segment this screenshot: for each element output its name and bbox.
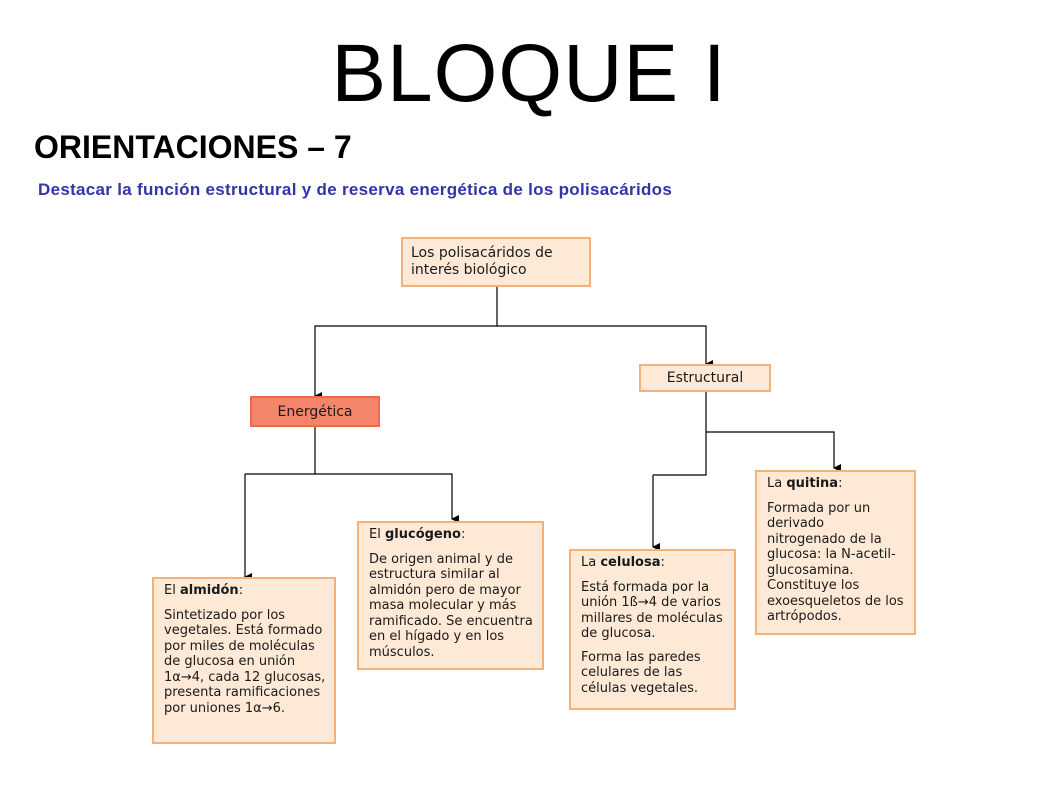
slide-subtitle: ORIENTACIONES – 7 [34, 129, 352, 165]
quitina-box [755, 470, 916, 635]
almidon-description: Sintetizado por los vegetales. Está formado por miles de moléculas de glucosa en unión 1α→4, cada 12 glucosas, presenta ramificaciones por uniones 1α→6. [164, 607, 326, 716]
almidon-box [152, 577, 336, 744]
quitina-term: quitina [786, 476, 839, 491]
arrow-to-glucogeno [315, 474, 452, 519]
glucogeno-box [357, 521, 544, 670]
celulosa-function: Forma las paredes celulares de las células vegetales. [581, 649, 701, 696]
arrow-to-quitina [706, 432, 834, 468]
connector-estructural [653, 392, 706, 475]
almidon-heading: El almidón: [164, 583, 244, 598]
arrow-to-estructural [497, 326, 706, 364]
energetica-box [250, 396, 380, 427]
celulosa-box [569, 549, 736, 710]
connector-energetica [245, 427, 315, 474]
almidon-term: almidón [179, 583, 239, 598]
celulosa-description: Está formada por la unión 1ß→4 de varios millares de moléculas de glucosa. [581, 579, 723, 641]
root-box [401, 237, 591, 287]
estructural-box [639, 364, 771, 392]
glucogeno-description: De origen animal y de estructura similar al almidón pero de mayor masa molecular y más ramificado. Se encuentra en el hígado y en los músculos. [369, 551, 533, 660]
glucogeno-term: glucógeno [384, 527, 461, 542]
quitina-heading: La quitina: [767, 476, 843, 491]
glucogeno-heading: El glucógeno: [369, 527, 466, 542]
estructural-label: Estructural [666, 370, 744, 386]
celulosa-term: celulosa [600, 555, 661, 570]
slide-title: BLOQUE I [331, 28, 727, 119]
root-label: Los polisacáridos de interés biológico [411, 245, 553, 278]
learning-objective: Destacar la función estructural y de reserva energética de los polisacáridos [38, 180, 673, 199]
celulosa-heading: La celulosa: [581, 555, 665, 570]
quitina-description: Formada por un derivado nitrogenado de la glucosa: la N-acetil-glucosamina. Constituye los exoesqueletos de los artrópodos. [767, 500, 904, 624]
connector-root [315, 287, 497, 342]
energetica-label: Energética [277, 403, 353, 420]
